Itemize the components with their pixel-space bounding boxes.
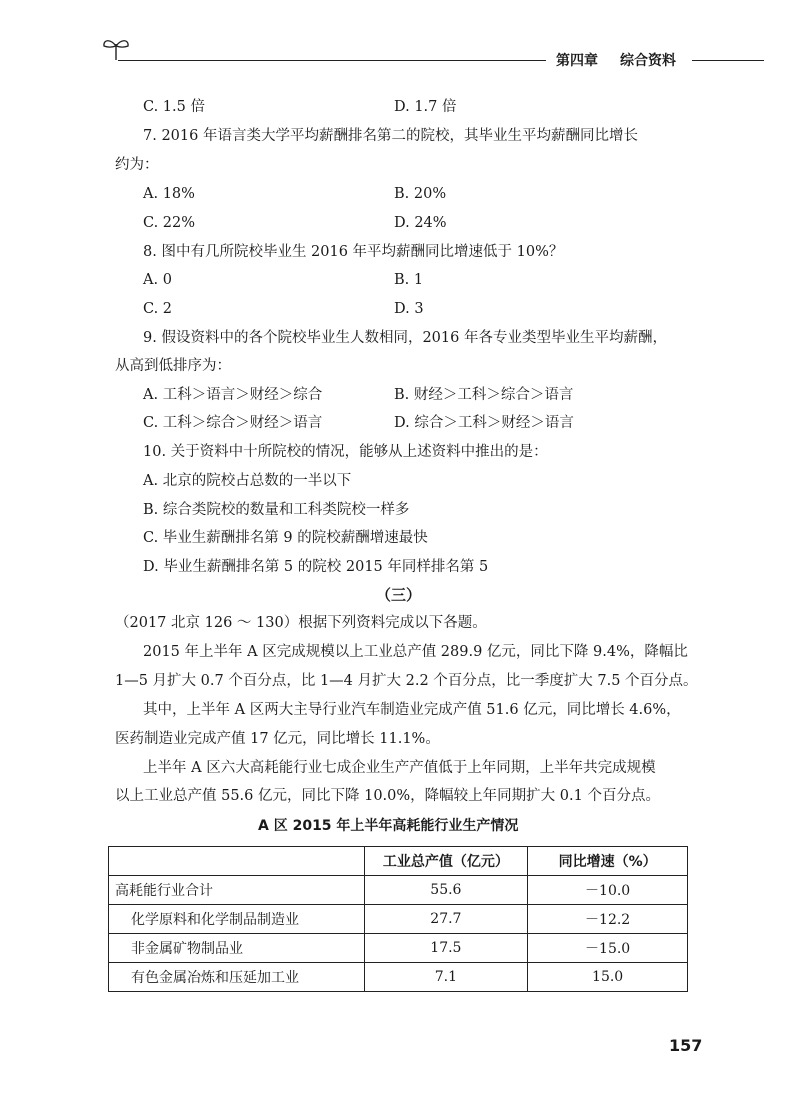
q10-option-b: B. 综合类院校的数量和工科类院校一样多: [143, 502, 410, 518]
row-name: 化学原料和化学制品制造业: [109, 905, 365, 934]
header-section: 综合资料: [620, 53, 676, 69]
q10-option-d: D. 毕业生薪酬排名第 5 的院校 2015 年同样排名第 5: [143, 559, 489, 575]
header-rule-left: [118, 60, 546, 61]
q8-stem: 8. 图中有几所院校毕业生 2016 年平均薪酬同比增速低于 10%？: [143, 244, 564, 260]
paragraph-3-line1: 上半年 A 区六大高耗能行业七成企业生产产值低于上年同期，上半年共完成规模: [143, 760, 656, 776]
q9-stem-line2: 从高到低排序为：: [115, 358, 231, 374]
q9-option-a: A. 工科＞语言＞财经＞综合: [143, 387, 323, 403]
row-name: 非金属矿物制品业: [109, 934, 365, 963]
table-header-cell: [109, 847, 365, 876]
row-output: 7.1: [364, 963, 528, 992]
header-chapter: 第四章: [556, 53, 598, 69]
q7-option-a: A. 18%: [143, 186, 195, 202]
table-row: [109, 905, 688, 934]
paragraph-2-line1: 其中，上半年 A 区两大主导行业汽车制造业完成产值 51.6 亿元，同比增长 4.6%，: [143, 702, 681, 718]
q8-option-d: D. 3: [394, 301, 424, 317]
row-output: 17.5: [364, 934, 528, 963]
q7-stem-line2: 约为：: [115, 157, 159, 173]
paragraph-1-line1: 2015 年上半年 A 区完成规模以上工业总产值 289.9 亿元，同比下降 9.4%，降幅比: [143, 644, 688, 660]
q8-option-c: C. 2: [143, 301, 173, 317]
q6-option-c: C. 1.5 倍: [143, 99, 205, 115]
q10-option-c: C. 毕业生薪酬排名第 9 的院校薪酬增速最快: [143, 530, 428, 546]
paragraph-2-line2: 医药制造业完成产值 17 亿元，同比增长 11.1%。: [115, 731, 440, 747]
section-heading: （三）: [376, 586, 422, 604]
table-row: [109, 876, 688, 905]
table-row: [109, 934, 688, 963]
q8-option-b: B. 1: [394, 272, 424, 288]
table-title: A 区 2015 年上半年高耗能行业生产情况: [258, 818, 519, 834]
q10-stem: 10. 关于资料中十所院校的情况，能够从上述资料中推出的是：: [143, 444, 548, 460]
table-header-row: [109, 847, 688, 876]
sprout-logo-icon: [100, 34, 132, 62]
q10-option-a: A. 北京的院校占总数的一半以下: [143, 473, 352, 489]
q9-option-b: B. 财经＞工科＞综合＞语言: [394, 387, 574, 403]
q9-option-d: D. 综合＞工科＞财经＞语言: [394, 415, 574, 431]
q8-option-a: A. 0: [143, 272, 172, 288]
q7-stem-line1: 7. 2016 年语言类大学平均薪酬排名第二的院校，其毕业生平均薪酬同比增长: [143, 128, 638, 144]
q6-option-d: D. 1.7 倍: [394, 99, 457, 115]
q9-stem-line1: 9. 假设资料中的各个院校毕业生人数相同，2016 年各专业类型毕业生平均薪酬，: [143, 330, 667, 346]
q9-option-c: C. 工科＞综合＞财经＞语言: [143, 415, 323, 431]
row-output: 27.7: [364, 905, 528, 934]
q7-option-d: D. 24%: [394, 215, 447, 231]
row-growth: －12.2: [528, 905, 688, 934]
table-header-cell: 工业总产值（亿元）: [364, 847, 528, 876]
row-output: 55.6: [364, 876, 528, 905]
q7-option-b: B. 20%: [394, 186, 447, 202]
row-growth: －15.0: [528, 934, 688, 963]
paragraph-1-line2: 1—5 月扩大 0.7 个百分点，比 1—4 月扩大 2.2 个百分点，比一季度扩大 7.5 个百分点。: [115, 673, 698, 689]
row-growth: －10.0: [528, 876, 688, 905]
page-number: 157: [669, 1036, 703, 1055]
header-rule-right: [692, 60, 764, 61]
table-row: [109, 963, 688, 992]
row-name: 有色金属冶炼和压延加工业: [109, 963, 365, 992]
row-growth: 15.0: [528, 963, 688, 992]
table-header-cell: 同比增速（%）: [528, 847, 688, 876]
data-table: [108, 846, 688, 992]
row-name: 高耗能行业合计: [109, 876, 365, 905]
paragraph-3-line2: 以上工业总产值 55.6 亿元，同比下降 10.0%，降幅较上年同期扩大 0.1 个百分点。: [115, 788, 660, 804]
section-intro: （2017 北京 126 ～ 130）根据下列资料完成以下各题。: [115, 615, 487, 631]
q7-option-c: C. 22%: [143, 215, 196, 231]
